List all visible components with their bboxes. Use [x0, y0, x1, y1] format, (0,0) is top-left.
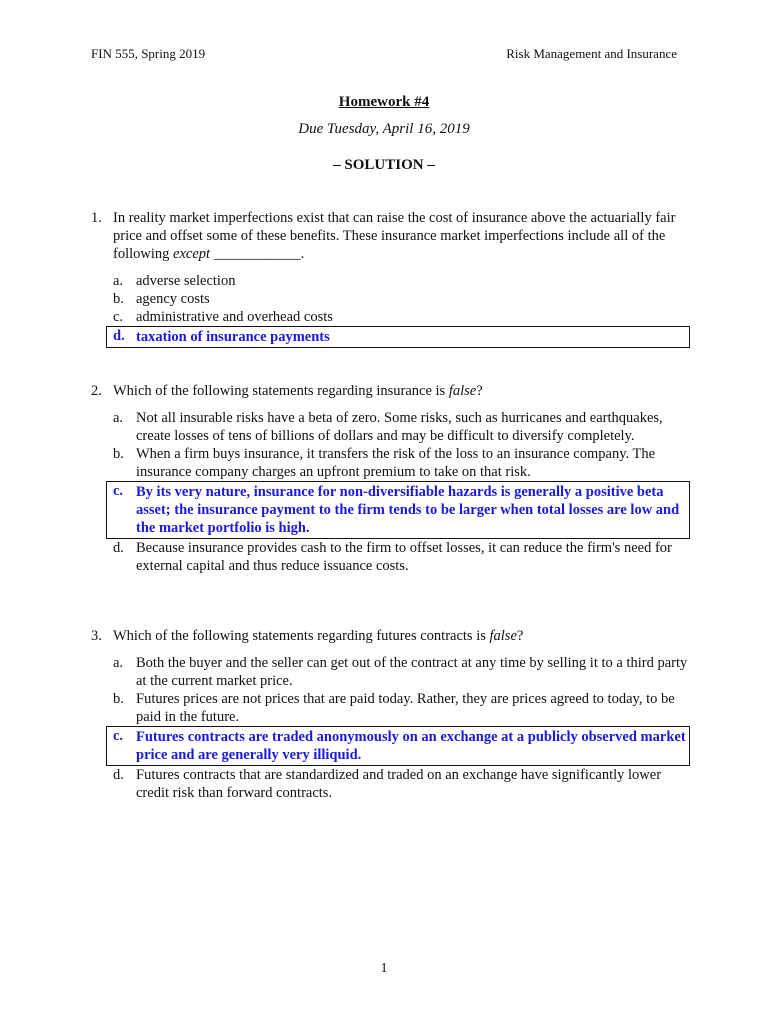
- question-stem: [91, 627, 691, 645]
- page-number: 1: [380, 961, 388, 976]
- option-d: [113, 766, 691, 802]
- option-text: Both the buyer and the seller can get out of the contract at any time by selling it to a third party at the current market price.: [136, 655, 688, 689]
- option-text: When a firm buys insurance, it transfers the risk of the loss to an insurance company. The insurance company charges an upfront premium to take on that risk.: [136, 446, 656, 480]
- option-d: [113, 539, 691, 575]
- option-letter: c.: [113, 483, 124, 499]
- stem-emphasis: false: [448, 383, 477, 399]
- option-text: adverse selection: [136, 273, 236, 289]
- option-text: administrative and overhead costs: [136, 309, 333, 325]
- stem-text: Which of the following statements regarding futures contracts is: [113, 628, 490, 644]
- option-letter: b.: [113, 691, 124, 707]
- option-letter: d.: [113, 767, 124, 783]
- document-title: Homework #4: [338, 94, 430, 110]
- option-b: [113, 445, 691, 481]
- question-number: 2.: [91, 383, 102, 399]
- option-text: Futures contracts that are standardized and traded on an exchange have significantly lower credit risk than forward contracts.: [136, 767, 662, 801]
- question-number: 3.: [91, 628, 102, 644]
- option-c: [113, 308, 691, 326]
- question-1: [91, 209, 691, 348]
- option-text: Not all insurable risks have a beta of zero. Some risks, such as hurricanes and earthquakes, create losses of tens of billions of dollars and may be difficult to diversify completely.: [136, 410, 663, 444]
- option-letter: a.: [113, 410, 124, 426]
- question-number: 1.: [91, 210, 102, 226]
- option-b: [113, 690, 691, 726]
- option-a: [113, 409, 691, 445]
- option-list: [91, 272, 691, 348]
- question-stem: [91, 382, 691, 400]
- option-letter: d.: [113, 328, 125, 344]
- option-b: [113, 290, 691, 308]
- option-letter: a.: [113, 273, 124, 289]
- stem-text-end: ?: [476, 383, 483, 399]
- option-d-correct-answer: [106, 326, 690, 348]
- option-letter: c.: [113, 309, 124, 325]
- option-list: [91, 654, 691, 802]
- option-list: [91, 409, 691, 575]
- option-text: By its very nature, insurance for non-diversifiable hazards is generally a positive beta asset; the insurance payment to the firm tends to be larger when total losses are low and the market portfolio is high.: [136, 484, 680, 536]
- option-letter: a.: [113, 655, 124, 671]
- option-c-correct-answer: [106, 481, 690, 539]
- question-2: [91, 382, 691, 575]
- option-a: [113, 272, 691, 290]
- option-letter: d.: [113, 540, 124, 556]
- option-text: agency costs: [136, 291, 210, 307]
- question-stem: [91, 209, 691, 263]
- option-letter: c.: [113, 728, 124, 744]
- option-letter: b.: [113, 291, 124, 307]
- option-text: taxation of insurance payments: [136, 329, 330, 345]
- option-c-correct-answer: [106, 726, 690, 766]
- stem-emphasis: except: [173, 246, 211, 262]
- question-3: [91, 627, 691, 802]
- header-subject: Risk Management and Insurance: [506, 46, 677, 61]
- stem-text-end: ____________.: [210, 246, 305, 262]
- option-text: Because insurance provides cash to the firm to offset losses, it can reduce the firm's need for external capital and thus reduce issuance costs.: [136, 540, 672, 574]
- stem-text-end: ?: [516, 628, 524, 644]
- stem-emphasis: false: [489, 628, 517, 644]
- due-date: Due Tuesday, April 16, 2019: [298, 121, 470, 137]
- option-text: Futures prices are not prices that are paid today. Rather, they are prices agreed to today, to be paid in the future.: [136, 691, 675, 725]
- solution-label: – SOLUTION –: [333, 157, 435, 173]
- option-text: Futures contracts are traded anonymously on an exchange at a publicly observed market price and are generally very illiquid.: [136, 729, 686, 763]
- option-a: [113, 654, 691, 690]
- stem-text: Which of the following statements regarding insurance is: [113, 383, 449, 399]
- stem-text: In reality market imperfections exist that can raise the cost of insurance above the actuarially fair price and offset some of these benefits. These insurance market imperfections include all of the following: [113, 210, 676, 262]
- option-letter: b.: [113, 446, 124, 462]
- header-course: FIN 555, Spring 2019: [91, 46, 206, 61]
